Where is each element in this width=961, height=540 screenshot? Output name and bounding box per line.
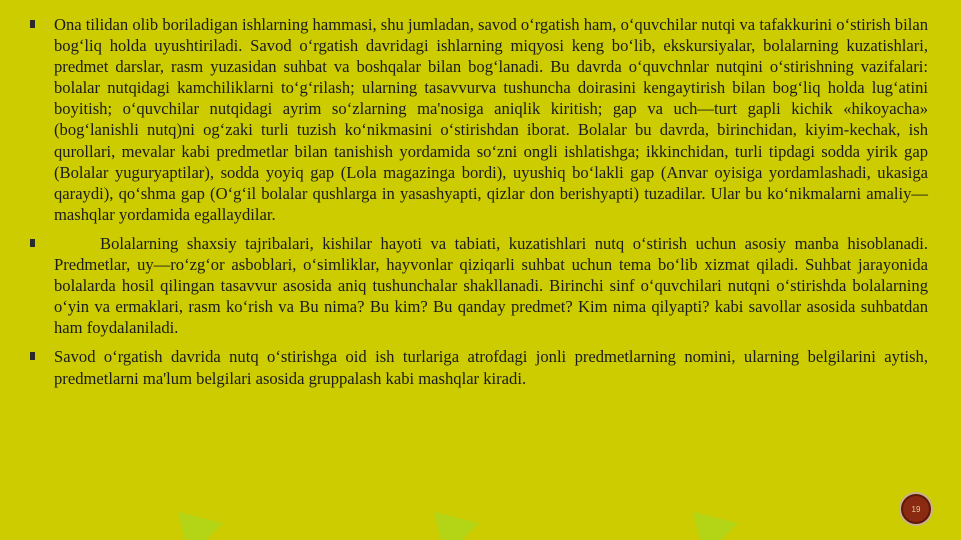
watermark-arrow-icon — [161, 495, 223, 540]
paragraph-1 — [28, 14, 928, 225]
page-number: 19 — [911, 504, 921, 514]
paragraph-3-text: Savod o‘rgatish davrida nutq o‘stirishga oid ish turlariga atrofdagi jonli predmetlarning nomini, ularning belgilarini aytish, predmetlarni ma'lum belgilari asosida gruppalash kabi mashqlar kiradi. — [54, 347, 928, 388]
watermark-arrow-icon — [417, 495, 479, 540]
paragraph-1-text: Ona tilidan olib boriladigan ishlarning hammasi, shu jumladan, savod o‘rgatish ham, o‘quvchilar nutqi va tafakkurini o‘stirish bilan bog‘liq holda uyushtiriladi. Savod o‘rgatish davridagi ishlarning miqyosi keng bo‘lib, ekskursiyalar, bolalarning kuzatishlari, predmet darslar, rasm yuzasidan suhbat va boshqalar bilan bog‘lanadi. Bu davrda o‘quvchnlar nutqini o‘stirishning vazifalari: bolalar nutqidagi kamchiliklarni to‘g‘rilash; ularning tasavvurva tushuncha doirasini kengaytirish bilan bog‘liq holda lug‘atini boyitish; o‘quvchilar nutqidagi ayrim so‘zlarning ma'nosiga aniqlik kiritish; gap va uch—turt gapli kichik «hikoyacha» (bog‘lanishli nutq)ni og‘zaki turli tuzish ko‘nikmasini o‘stirishdan iborat. Bolalar bu davrda, birinchidan, kiyim-kechak, ish qurollari, mevalar kabi predmetlar bilan tanishish yordamida so‘zni ongli ishlatishga; ikkinchidan, turli tipdagi sodda yirik gap (Bolalar yuguryaptilar), sodda yoyiq gap (Lola magazinga bordi), uyushiq bo‘lakli gap (Anvar oyisiga yordamlashadi, ukasiga qaraydi), qo‘shma gap (O‘g‘il bolalar qushlarga in yasashyapti, qizlar don berishyapti) tuzadilar. Ular bu ko‘nikmalarni amaliy—mashqlar yordamida egallaydilar. — [54, 15, 928, 224]
square-bullet-icon — [30, 239, 35, 247]
paragraph-2 — [28, 233, 928, 338]
paragraph-2-text: Bolalarning shaxsiy tajribalari, kishilar hayoti va tabiati, kuzatishlari nutq o‘stirish uchun asosiy manba hisoblanadi. Predmetlar, uy—ro‘zg‘or asboblari, o‘simliklar, hayvonlar qiziqarli suhbat uchun tema bo‘lib xizmat qiladi. Suhbat jarayonida bolalarda hosil qilingan tasavvur asosida aniq tushunchalar shakllanadi. Birinchi sinf o‘quvchilari nutqni o‘stirishda bolalarning o‘yin va ermaklari, rasm ko‘rish va Bu nima? Bu kim? Bu qanday predmet? Kim nima qilyapti? kabi savollar asosida suhbatdan ham foydalaniladi. — [54, 233, 928, 338]
square-bullet-icon — [30, 20, 35, 28]
paragraph-3 — [28, 346, 928, 388]
square-bullet-icon — [30, 352, 35, 360]
page-number-badge — [899, 492, 933, 526]
watermark-arrow-icon — [676, 495, 738, 540]
slide-body — [28, 14, 928, 397]
